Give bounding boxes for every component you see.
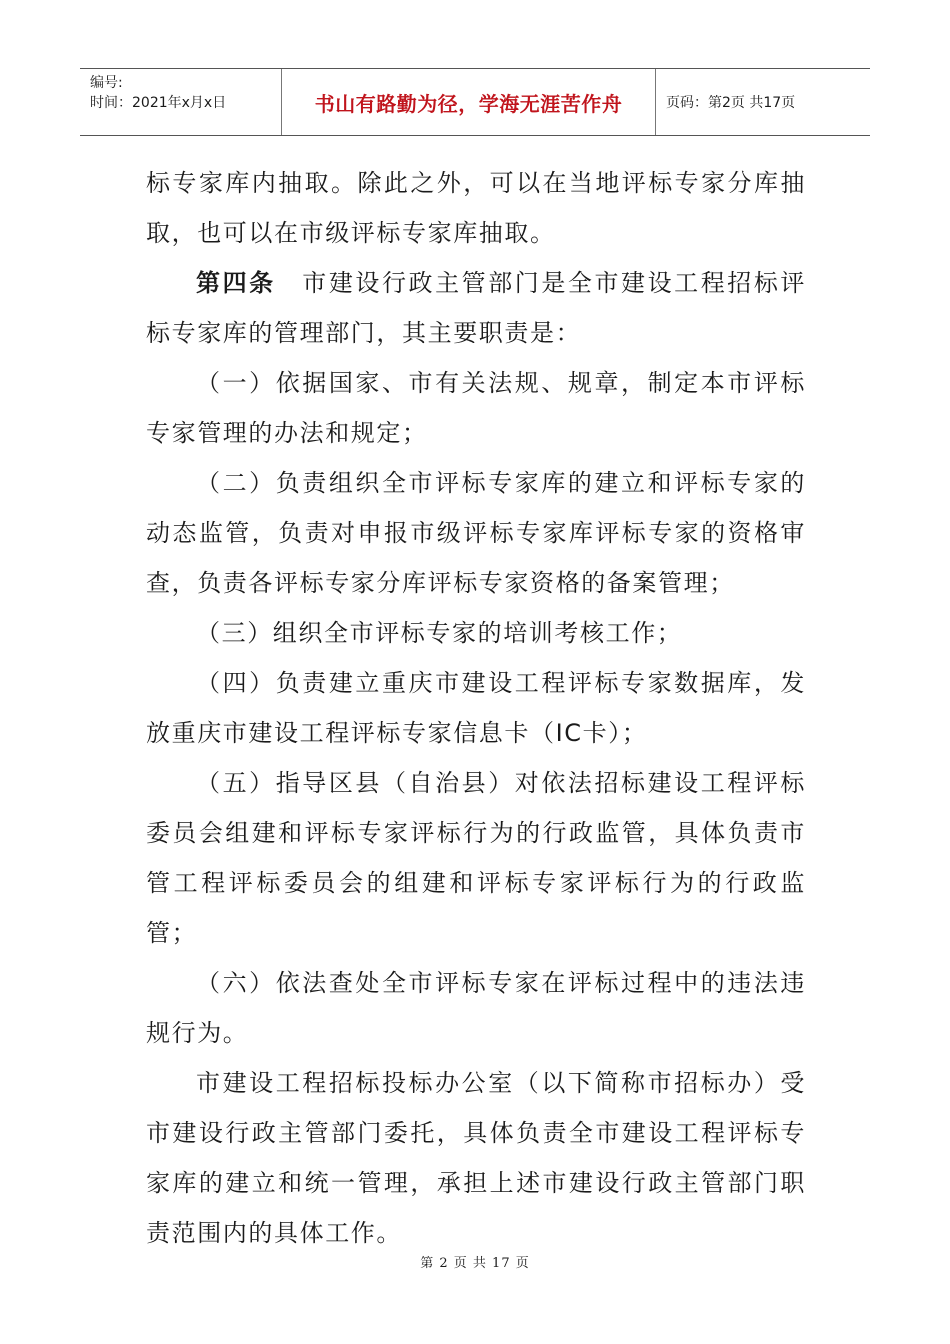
page-header — [80, 68, 870, 136]
document-number-label: 编号: — [90, 75, 123, 91]
paragraph-office: 市建设工程招标投标办公室（以下简称市招标办）受市建设行政主管部门委托，具体负责全市建设工程评标专家库的建立和统一管理，承担上述市建设行政主管部门职责范围内的具体工作。 — [146, 1069, 806, 1247]
article-4 — [146, 258, 806, 358]
header-page-info: 页码：第2页 共17页 — [666, 95, 796, 111]
header-meta — [80, 69, 282, 135]
page-footer: 第 2 页 共 17 页 — [420, 1256, 530, 1271]
article-4-label: 第四条 — [196, 269, 276, 297]
document-time: 时间：2021年x月x日 — [90, 95, 227, 111]
list-item-1: （一）依据国家、市有关法规、规章，制定本市评标专家管理的办法和规定； — [146, 369, 806, 447]
paragraph-continuation: 标专家库内抽取。除此之外，可以在当地评标专家分库抽取，也可以在市级评标专家库抽取。 — [146, 169, 806, 247]
header-motto: 书山有路勤为径，学海无涯苦作舟 — [282, 69, 656, 135]
list-item-4: （四）负责建立重庆市建设工程评标专家数据库，发放重庆市建设工程评标专家信息卡（IC卡）； — [146, 669, 806, 747]
document-body — [146, 158, 806, 1258]
article-4-text: 市建设行政主管部门是全市建设工程招标评标专家库的管理部门，其主要职责是： — [146, 269, 806, 347]
list-item-5: （五）指导区县（自治县）对依法招标建设工程评标委员会组建和评标专家评标行为的行政监管，具体负责市管工程评标委员会的组建和评标专家评标行为的行政监管； — [146, 769, 806, 947]
list-item-3: （三）组织全市评标专家的培训考核工作； — [196, 619, 683, 647]
list-item-6: （六）依法查处全市评标专家在评标过程中的违法违规行为。 — [146, 969, 806, 1047]
list-item-2: （二）负责组织全市评标专家库的建立和评标专家的动态监管，负责对申报市级评标专家库评标专家的资格审查，负责各评标专家分库评标专家资格的备案管理； — [146, 469, 806, 597]
